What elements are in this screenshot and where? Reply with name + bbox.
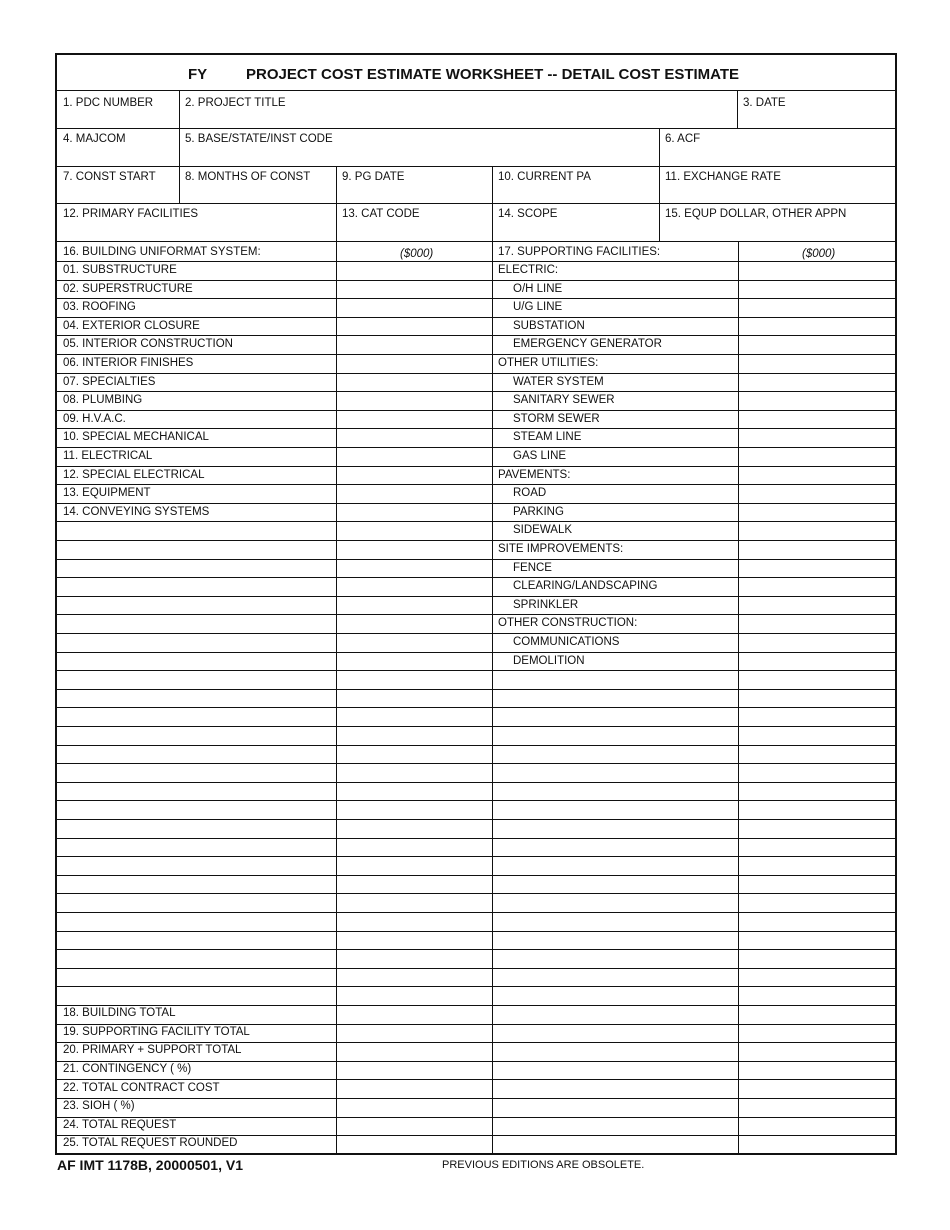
table-gridline: [57, 745, 895, 746]
table-gridline: [57, 1079, 895, 1080]
majcom-label: 4. MAJCOM: [63, 133, 126, 145]
primary-facilities-field[interactable]: [63, 224, 331, 238]
building-item: 08. PLUMBING: [63, 394, 143, 407]
supporting-header: 17. SUPPORTING FACILITIES:: [498, 246, 661, 258]
table-gridline: [57, 596, 895, 597]
equip-dollar-field[interactable]: [665, 224, 889, 238]
building-units: ($000): [400, 248, 434, 260]
supporting-item: U/G LINE: [513, 301, 563, 314]
months-of-const-label: 8. MONTHS OF CONST: [185, 171, 311, 183]
months-of-const-field[interactable]: [185, 186, 331, 200]
pdc-number-field[interactable]: [63, 112, 175, 126]
building-item: 11. ELECTRICAL: [63, 450, 153, 462]
table-gridline: [57, 298, 895, 299]
supporting-item: PAVEMENTS:: [498, 468, 571, 481]
primary-facilities-label: 12. PRIMARY FACILITIES: [63, 208, 199, 220]
table-gridline: [57, 670, 895, 671]
building-item: 12. SPECIAL ELECTRICAL: [63, 468, 205, 481]
table-gridline: [57, 317, 895, 318]
base-code-label: 5. BASE/STATE/INST CODE: [185, 133, 333, 145]
divider: [57, 241, 895, 242]
table-gridline: [57, 466, 895, 467]
table-gridline: [57, 726, 895, 727]
divider: [659, 166, 660, 203]
divider: [57, 166, 895, 167]
building-item: 04. EXTERIOR CLOSURE: [63, 319, 200, 332]
table-gridline: [57, 838, 895, 839]
divider: [336, 166, 337, 203]
table-gridline: [57, 875, 895, 876]
table-gridline: [57, 540, 895, 541]
majcom-field[interactable]: [63, 149, 175, 163]
cat-code-field[interactable]: [342, 224, 488, 238]
table-gridline: [738, 241, 739, 1153]
total-item: 18. BUILDING TOTAL: [63, 1007, 176, 1020]
fy-label: FY: [188, 66, 208, 83]
supporting-item: DEMOLITION: [513, 654, 585, 667]
table-gridline: [57, 1061, 895, 1062]
equip-dollar-label: 15. EQUP DOLLAR, OTHER APPN: [665, 208, 847, 220]
total-item: 25. TOTAL REQUEST ROUNDED: [63, 1137, 238, 1150]
pg-date-field[interactable]: [342, 186, 488, 200]
table-gridline: [57, 968, 895, 969]
table-gridline: [57, 1042, 895, 1043]
acf-label: 6. ACF: [665, 133, 701, 145]
supporting-item: STORM SEWER: [513, 412, 600, 425]
table-gridline: [57, 391, 895, 392]
divider: [737, 91, 738, 128]
table-gridline: [57, 1005, 895, 1006]
table-gridline: [57, 373, 895, 374]
project-title-label: 2. PROJECT TITLE: [185, 97, 286, 109]
divider: [492, 166, 493, 203]
table-gridline: [57, 986, 895, 987]
supporting-item: SPRINKLER: [513, 598, 579, 611]
total-item: 24. TOTAL REQUEST: [63, 1118, 177, 1131]
total-item: 19. SUPPORTING FACILITY TOTAL: [63, 1025, 250, 1038]
building-item: 03. ROOFING: [63, 301, 136, 314]
building-item: 13. EQUIPMENT: [63, 487, 151, 500]
table-gridline: [57, 707, 895, 708]
table-gridline: [57, 931, 895, 932]
supporting-item: WATER SYSTEM: [513, 375, 604, 388]
table-gridline: [57, 856, 895, 857]
table-gridline: [57, 949, 895, 950]
table-gridline: [492, 241, 493, 1153]
current-pa-label: 10. CURRENT PA: [498, 171, 591, 183]
divider: [57, 128, 895, 129]
supporting-item: OTHER CONSTRUCTION:: [498, 617, 638, 630]
divider: [57, 203, 895, 204]
table-gridline: [57, 559, 895, 560]
base-code-field[interactable]: [185, 149, 653, 163]
divider: [492, 203, 493, 241]
supporting-item: FENCE: [513, 561, 552, 574]
supporting-item: ELECTRIC:: [498, 264, 559, 276]
current-pa-field[interactable]: [498, 186, 654, 200]
building-item: 01. SUBSTRUCTURE: [63, 264, 177, 276]
table-gridline: [57, 1098, 895, 1099]
scope-field[interactable]: [498, 224, 654, 238]
table-gridline: [57, 1117, 895, 1118]
table-gridline: [57, 912, 895, 913]
supporting-item: ROAD: [513, 487, 547, 500]
table-gridline: [336, 241, 337, 1153]
supporting-item: GAS LINE: [513, 450, 567, 462]
table-gridline: [57, 1024, 895, 1025]
form-id: AF IMT 1178B, 20000501, V1: [57, 1157, 243, 1173]
cat-code-label: 13. CAT CODE: [342, 208, 420, 220]
table-gridline: [57, 819, 895, 820]
scope-label: 14. SCOPE: [498, 208, 558, 220]
table-gridline: [57, 335, 895, 336]
table-gridline: [57, 633, 895, 634]
table-gridline: [57, 577, 895, 578]
table-gridline: [57, 280, 895, 281]
form-title: PROJECT COST ESTIMATE WORKSHEET -- DETAIL COST ESTIMATE: [246, 66, 740, 83]
table-gridline: [57, 261, 895, 262]
table-gridline: [57, 521, 895, 522]
table-gridline: [57, 763, 895, 764]
table-gridline: [57, 484, 895, 485]
total-item: 22. TOTAL CONTRACT COST: [63, 1081, 220, 1094]
cost-estimate-form: [55, 53, 897, 1155]
divider: [659, 128, 660, 166]
total-item: 23. SIOH ( %): [63, 1100, 135, 1113]
table-gridline: [57, 354, 895, 355]
date-label: 3. DATE: [743, 97, 786, 109]
date-field[interactable]: [743, 112, 889, 126]
building-item: 07. SPECIALTIES: [63, 375, 156, 388]
supporting-item: CLEARING/LANDSCAPING: [513, 580, 658, 593]
acf-field[interactable]: [665, 149, 889, 163]
table-gridline: [57, 893, 895, 894]
table-gridline: [57, 410, 895, 411]
supporting-item: SANITARY SEWER: [513, 394, 615, 407]
pdc-number-label: 1. PDC NUMBER: [63, 97, 154, 109]
supporting-item: STEAM LINE: [513, 431, 582, 444]
form-title-row: [57, 55, 895, 91]
supporting-item: EMERGENCY GENERATOR: [513, 338, 662, 351]
building-item: 14. CONVEYING SYSTEMS: [63, 505, 210, 518]
exchange-rate-field[interactable]: [665, 186, 889, 200]
const-start-field[interactable]: [63, 186, 175, 200]
table-gridline: [57, 800, 895, 801]
table-gridline: [57, 447, 895, 448]
divider: [336, 203, 337, 241]
table-gridline: [57, 503, 895, 504]
divider: [179, 128, 180, 166]
pg-date-label: 9. PG DATE: [342, 171, 405, 183]
table-gridline: [57, 782, 895, 783]
exchange-rate-label: 11. EXCHANGE RATE: [665, 171, 781, 183]
table-gridline: [57, 614, 895, 615]
total-item: 20. PRIMARY + SUPPORT TOTAL: [63, 1044, 242, 1057]
total-item: 21. CONTINGENCY ( %): [63, 1063, 192, 1075]
divider: [659, 203, 660, 241]
building-item: 06. INTERIOR FINISHES: [63, 357, 194, 369]
building-item: 09. H.V.A.C.: [63, 412, 126, 425]
supporting-units: ($000): [802, 248, 836, 260]
divider: [179, 91, 180, 128]
supporting-item: O/H LINE: [513, 282, 563, 295]
building-item: 10. SPECIAL MECHANICAL: [63, 431, 209, 444]
const-start-label: 7. CONST START: [63, 171, 156, 183]
building-header: 16. BUILDING UNIFORMAT SYSTEM:: [63, 246, 261, 258]
divider: [179, 166, 180, 203]
table-gridline: [57, 652, 895, 653]
building-item: 02. SUPERSTRUCTURE: [63, 282, 193, 295]
table-gridline: [57, 428, 895, 429]
obsolete-notice: PREVIOUS EDITIONS ARE OBSOLETE.: [442, 1159, 645, 1171]
supporting-item: SUBSTATION: [513, 319, 585, 332]
table-gridline: [57, 1135, 895, 1136]
supporting-item: COMMUNICATIONS: [513, 636, 620, 648]
building-item: 05. INTERIOR CONSTRUCTION: [63, 338, 233, 351]
table-gridline: [57, 689, 895, 690]
supporting-item: PARKING: [513, 505, 564, 518]
supporting-item: OTHER UTILITIES:: [498, 357, 599, 369]
supporting-item: SITE IMPROVEMENTS:: [498, 543, 624, 555]
supporting-item: SIDEWALK: [513, 524, 573, 537]
project-title-field[interactable]: [185, 112, 731, 126]
